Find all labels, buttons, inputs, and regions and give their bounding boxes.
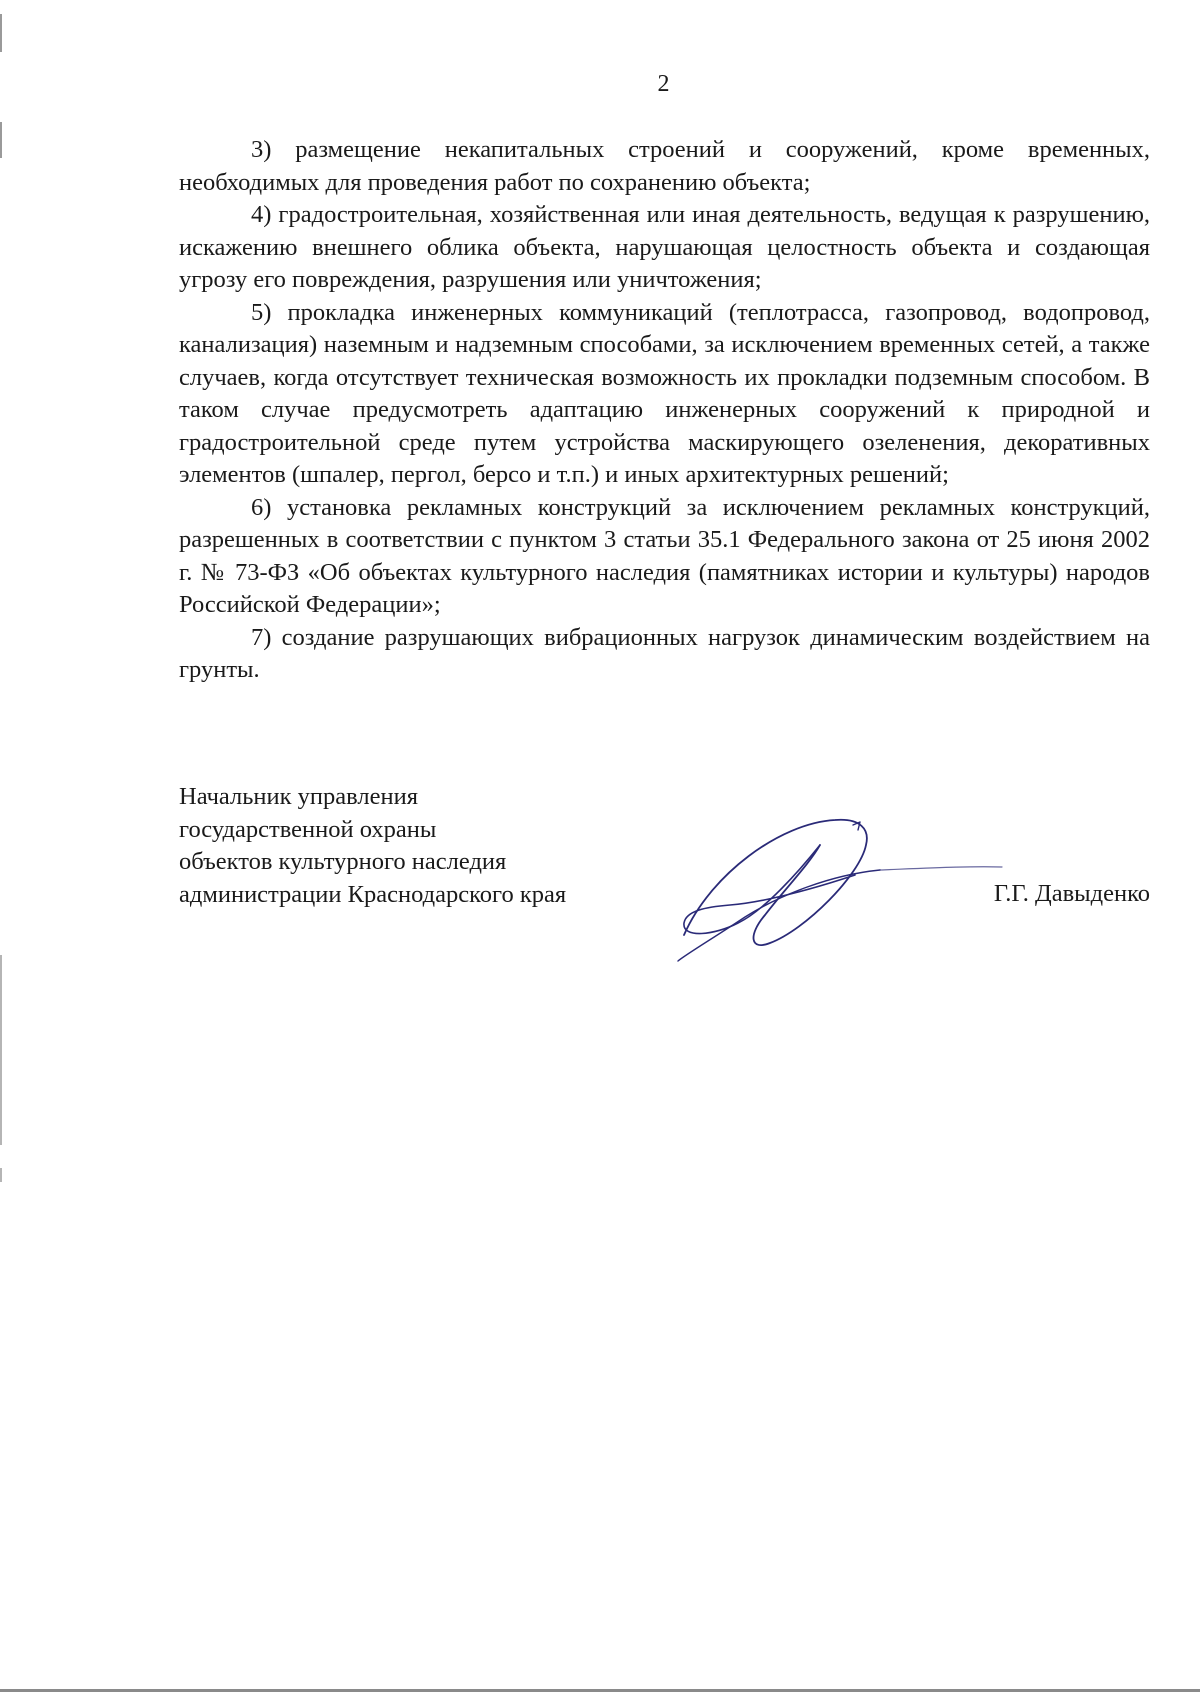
document-body [179, 134, 1150, 687]
signatory-name: Г.Г. Давыденко [993, 880, 1150, 907]
handwritten-signature [670, 815, 1010, 965]
list-item-3: 3) размещение некапитальных строений и сооружений, кроме временных, необходимых для проведения работ по сохранению объекта; [179, 136, 1150, 196]
position-line: Начальник управления [179, 783, 418, 810]
scan-edge-mark [0, 1168, 2, 1182]
list-item-4: 4) градостроительная, хозяйственная или иная деятельность, ведущая к разрушению, искажению внешнего облика объекта, нарушающая целостность объекта и создающая угрозу его повреждения, разрушения или уничтожения; [179, 201, 1150, 293]
scan-edge-mark [0, 14, 2, 52]
list-item-5: 5) прокладка инженерных коммуникаций (теплотрасса, газопровод, водопровод, канализация) наземным и надземным способами, за исключением временных сетей, а также случаев, когда отсутствует техническая возможность их прокладки подземным способом. В таком случае предусмотреть адаптацию инженерных сооружений к природной и градостроительной среде путем устройства маскирующего озеленения, декоративных элементов (шпалер, пергол, берсо и т.п.) и иных архитектурных решений; [179, 298, 1150, 488]
position-line: государственной охраны [179, 815, 437, 843]
signature-strokes [678, 820, 1002, 961]
scan-edge-mark [0, 955, 2, 1145]
signatory-position [179, 781, 566, 911]
scan-edge-mark [0, 122, 2, 158]
page-number: 2 [657, 71, 670, 97]
position-line: администрации Краснодарского края [179, 880, 567, 908]
scan-bottom-edge [0, 1689, 1200, 1692]
list-item-6: 6) установка рекламных конструкций за исключением рекламных конструкций, разрешенных в соответствии с пунктом 3 статьи 35.1 Федерального закона от 25 июня 2002 г. № 73-ФЗ «Об объектах культурного наследия (памятниках истории и культуры) народов Российской Федерации»; [179, 493, 1150, 618]
position-line: объектов культурного наследия [179, 848, 507, 875]
list-item-7: 7) создание разрушающих вибрационных нагрузок динамическим воздействием на грунты. [179, 623, 1150, 683]
